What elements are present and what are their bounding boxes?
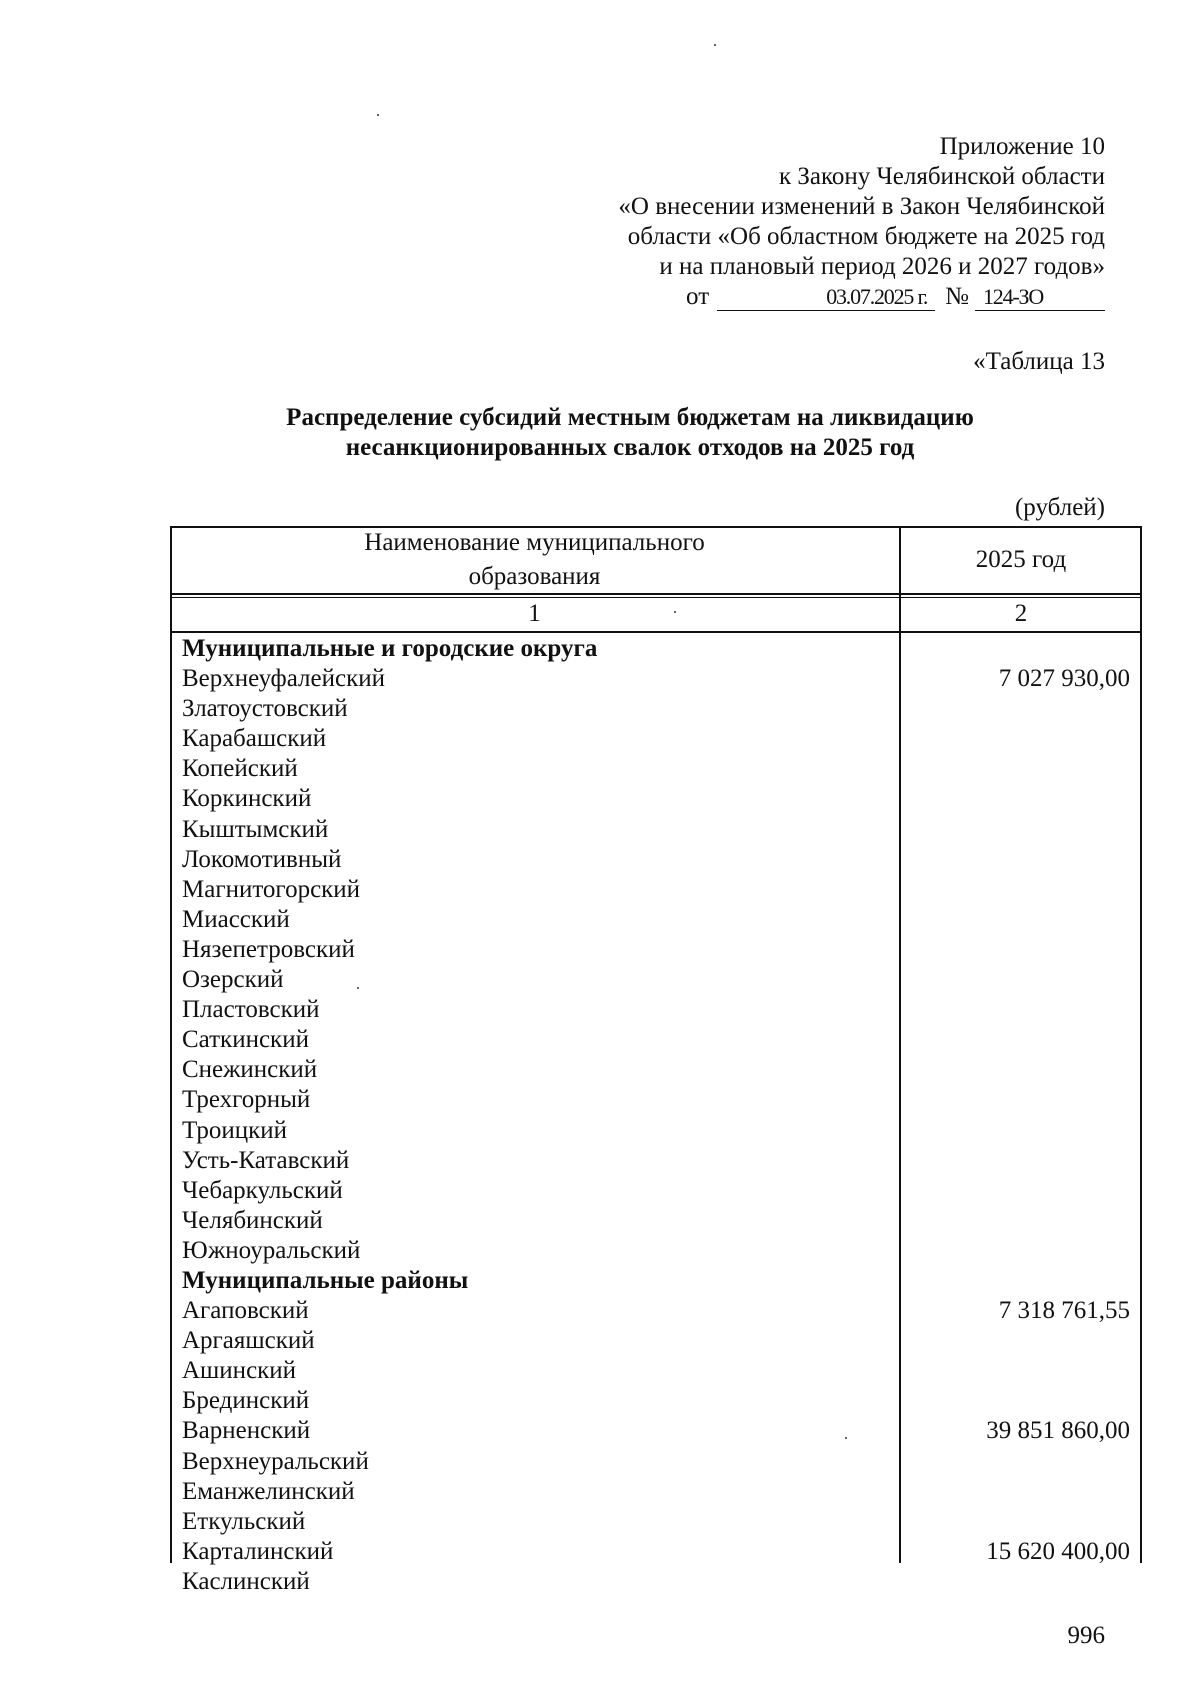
municipality-name: Верхнеуфалейский bbox=[182, 665, 385, 693]
subsidy-amount bbox=[910, 875, 1130, 905]
table-border-left bbox=[170, 526, 172, 1563]
subsidy-amount bbox=[910, 1507, 1130, 1537]
municipality-name: Коркинский bbox=[182, 785, 312, 813]
subsidy-amount bbox=[910, 1477, 1130, 1507]
appendix-line-2: к Закону Челябинской области bbox=[779, 163, 1105, 190]
subsidy-amount bbox=[910, 1326, 1130, 1356]
law-date: 03.07.2025 г. bbox=[717, 284, 935, 311]
col2-number: 2 bbox=[1014, 600, 1028, 627]
subsidy-amount bbox=[910, 815, 1130, 845]
municipality-name: Брединский bbox=[182, 1387, 310, 1415]
municipality-name: Усть-Катавский bbox=[182, 1146, 350, 1174]
municipality-name: Каслинский bbox=[182, 1567, 310, 1595]
municipality-name: Кыштымский bbox=[182, 815, 329, 843]
subsidy-amount: 7 027 930,00 bbox=[998, 665, 1130, 693]
municipality-name: Карабашский bbox=[182, 725, 327, 753]
municipality-name: Копейский bbox=[182, 755, 298, 783]
subsidy-amount bbox=[910, 1206, 1130, 1236]
subsidy-amount bbox=[910, 905, 1130, 935]
municipality-name: Варненский bbox=[182, 1417, 311, 1445]
subsidy-amount bbox=[910, 1146, 1130, 1176]
scan-speck bbox=[377, 114, 379, 116]
title-line-1: Распределение субсидий местным бюджетам на ликвидацию bbox=[286, 404, 974, 431]
col1-header-line-2: образования bbox=[468, 563, 601, 590]
municipality-name: Миасский bbox=[182, 905, 290, 933]
scan-speck bbox=[357, 987, 359, 989]
col1-header-line-1: Наименование муниципального bbox=[364, 529, 705, 556]
municipality-name: Ашинский bbox=[182, 1357, 297, 1385]
document-title bbox=[170, 403, 1090, 463]
table-column-divider bbox=[899, 526, 901, 1563]
appendix-line-5: и на плановый период 2026 и 2027 годов» bbox=[659, 253, 1105, 280]
municipality-name: Саткинский bbox=[182, 1026, 309, 1054]
subsidy-amount bbox=[910, 1567, 1130, 1597]
subsidy-amount bbox=[910, 1116, 1130, 1146]
municipality-name: Еманжелинский bbox=[182, 1477, 355, 1505]
col1-number: 1 bbox=[528, 600, 541, 627]
municipality-name: Троицкий bbox=[182, 1116, 287, 1144]
appendix-line-3: «О внесении изменений в Закон Челябинской bbox=[618, 193, 1105, 220]
subsidy-amount bbox=[910, 754, 1130, 784]
municipality-name: Снежинский bbox=[182, 1056, 318, 1084]
section-heading: Муниципальные и городские округа bbox=[182, 635, 598, 662]
subsidy-table bbox=[170, 526, 1142, 1595]
col1-header bbox=[170, 526, 899, 594]
appendix-line-1: Приложение 10 bbox=[939, 133, 1105, 160]
scan-speck bbox=[845, 1437, 847, 1439]
table-num-row-divider bbox=[170, 631, 1142, 633]
subsidy-amount bbox=[910, 1176, 1130, 1206]
subsidy-amount bbox=[910, 634, 1130, 664]
municipality-name: Магнитогорский bbox=[182, 875, 361, 903]
municipality-name: Златоустовский bbox=[182, 695, 348, 723]
subsidy-amount bbox=[910, 784, 1130, 814]
subsidy-amount: 7 318 761,55 bbox=[998, 1297, 1130, 1325]
appendix-line-4: области «Об областном бюджете на 2025 год bbox=[627, 223, 1105, 250]
section-heading: Муниципальные районы bbox=[182, 1266, 469, 1294]
subsidy-amount bbox=[910, 935, 1130, 965]
law-date-number-line bbox=[618, 282, 1105, 312]
page-number: 996 bbox=[1067, 1622, 1105, 1649]
subsidy-amount bbox=[910, 1085, 1130, 1115]
municipality-name: Пластовский bbox=[182, 996, 320, 1024]
subsidy-amount bbox=[910, 1447, 1130, 1477]
subsidy-amount bbox=[910, 1386, 1130, 1416]
municipality-name: Еткульский bbox=[182, 1507, 306, 1535]
subsidy-amount: 39 851 860,00 bbox=[986, 1417, 1130, 1445]
units-label: (рублей) bbox=[1014, 494, 1105, 521]
table-border-right bbox=[1140, 526, 1142, 1563]
municipality-names bbox=[182, 634, 597, 1597]
scan-speck bbox=[714, 44, 716, 46]
subsidy-amount bbox=[910, 1055, 1130, 1085]
subsidy-amount bbox=[910, 1356, 1130, 1386]
appendix-header bbox=[618, 132, 1105, 312]
municipality-name: Верхнеуральский bbox=[182, 1447, 369, 1475]
subsidy-amount bbox=[910, 995, 1130, 1025]
subsidy-amount bbox=[910, 1236, 1130, 1266]
municipality-name: Локомотивный bbox=[182, 845, 342, 873]
from-label: от bbox=[686, 283, 710, 310]
subsidy-amount bbox=[910, 1025, 1130, 1055]
municipality-name: Чебаркульский bbox=[182, 1176, 343, 1204]
municipality-name: Аргаяшский bbox=[182, 1327, 315, 1355]
subsidy-amount bbox=[910, 965, 1130, 995]
scan-speck bbox=[674, 611, 676, 613]
subsidy-amount bbox=[910, 724, 1130, 754]
subsidy-amounts bbox=[910, 634, 1130, 1597]
number-label: № bbox=[945, 283, 969, 310]
municipality-name: Нязепетровский bbox=[182, 935, 355, 963]
subsidy-amount: 15 620 400,00 bbox=[986, 1537, 1130, 1565]
col2-header: 2025 год bbox=[975, 546, 1067, 573]
table-label: «Таблица 13 bbox=[973, 348, 1105, 375]
municipality-name: Озерский bbox=[182, 966, 284, 994]
municipality-name: Челябинский bbox=[182, 1206, 323, 1234]
municipality-name: Агаповский bbox=[182, 1297, 309, 1325]
subsidy-amount bbox=[910, 845, 1130, 875]
title-line-2: несанкционированных свалок отходов на 2025 год bbox=[345, 434, 915, 461]
municipality-name: Карталинский bbox=[182, 1537, 334, 1565]
subsidy-amount bbox=[910, 694, 1130, 724]
municipality-name: Южноуральский bbox=[182, 1236, 361, 1264]
municipality-name: Трехгорный bbox=[182, 1086, 311, 1114]
law-number: 124-ЗО bbox=[975, 284, 1105, 311]
subsidy-amount bbox=[910, 1266, 1130, 1296]
